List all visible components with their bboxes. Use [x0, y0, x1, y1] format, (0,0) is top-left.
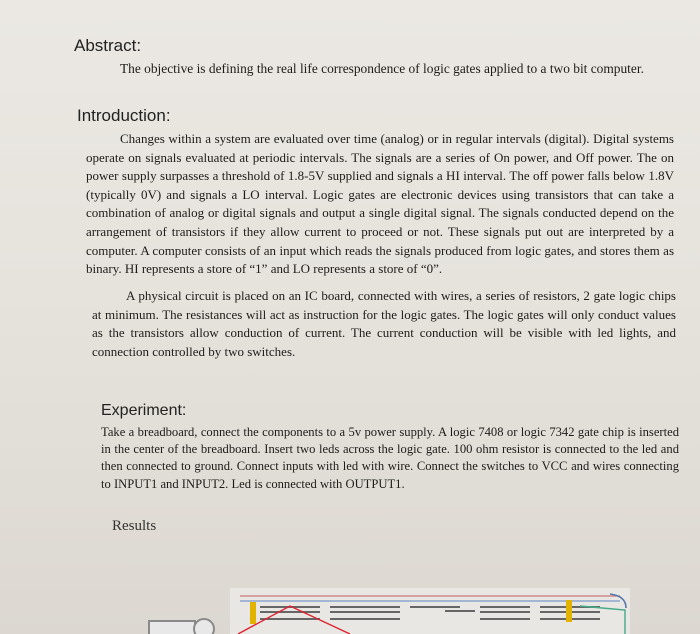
- experiment-text: Take a breadboard, connect the components to a 5v power supply. A logic 7408 or logic 7342 gate chip is inserted in the center of the breadboard. Insert two leds across the logic gate. 100 ohm resistor is connected to the led and then connected to ground. Connect inputs with led with wire. Connect the switches to VCC and wires connecting to INPUT1 and INPUT2. Led is connected with OUTPUT1.: [101, 425, 679, 491]
- introduction-paragraph-1: [86, 130, 674, 279]
- results-image-box: [148, 620, 196, 634]
- led-yellow-right: [566, 600, 572, 622]
- introduction-paragraph-2-text: A physical circuit is placed on an IC board, connected with wires, a series of resistors, 2 gate logic chips at minimum. The resistances will act as instruction for the logic gates. The logic gates will only conduct values as the transistors allow conduction of current. The current conduction will be visible with led lights, and connection controlled by two switches.: [92, 288, 676, 359]
- experiment-heading: Experiment:: [101, 402, 187, 419]
- abstract-text: The objective is defining the real life correspondence of logic gates applied to a two bit computer.: [120, 61, 644, 76]
- introduction-paragraph-2: [92, 287, 676, 361]
- results-image-circle: [193, 618, 215, 634]
- abstract-heading: Abstract:: [74, 36, 142, 55]
- introduction-paragraph-1-text: Changes within a system are evaluated over time (analog) or in regular intervals (digital). Digital systems operate on signals evaluated at periodic intervals. The signals are a series of On power, and Off power. The on power supply surpasses a threshold of 1.8-5V supplied and signals a HI interval. The off power falls below 1.8V (typically 0V) and signals a LO interval. Logic gates are electronic devices using transistors that can take a combination of analog or digital signals and output a single digital signal. The signals conducted depend on the arrangement of transistors if they allow current to proceed or not. These signals put out are interpreted by a computer. A computer consists of an input which reads the signals produced from logic gates, and stores them as binary. HI represents a store of “1” and LO represents a store of “0”.: [86, 131, 674, 277]
- led-yellow-left: [250, 602, 256, 624]
- introduction-heading: Introduction:: [77, 106, 171, 125]
- results-heading: Results: [112, 518, 157, 534]
- breadboard-photo: [230, 588, 630, 634]
